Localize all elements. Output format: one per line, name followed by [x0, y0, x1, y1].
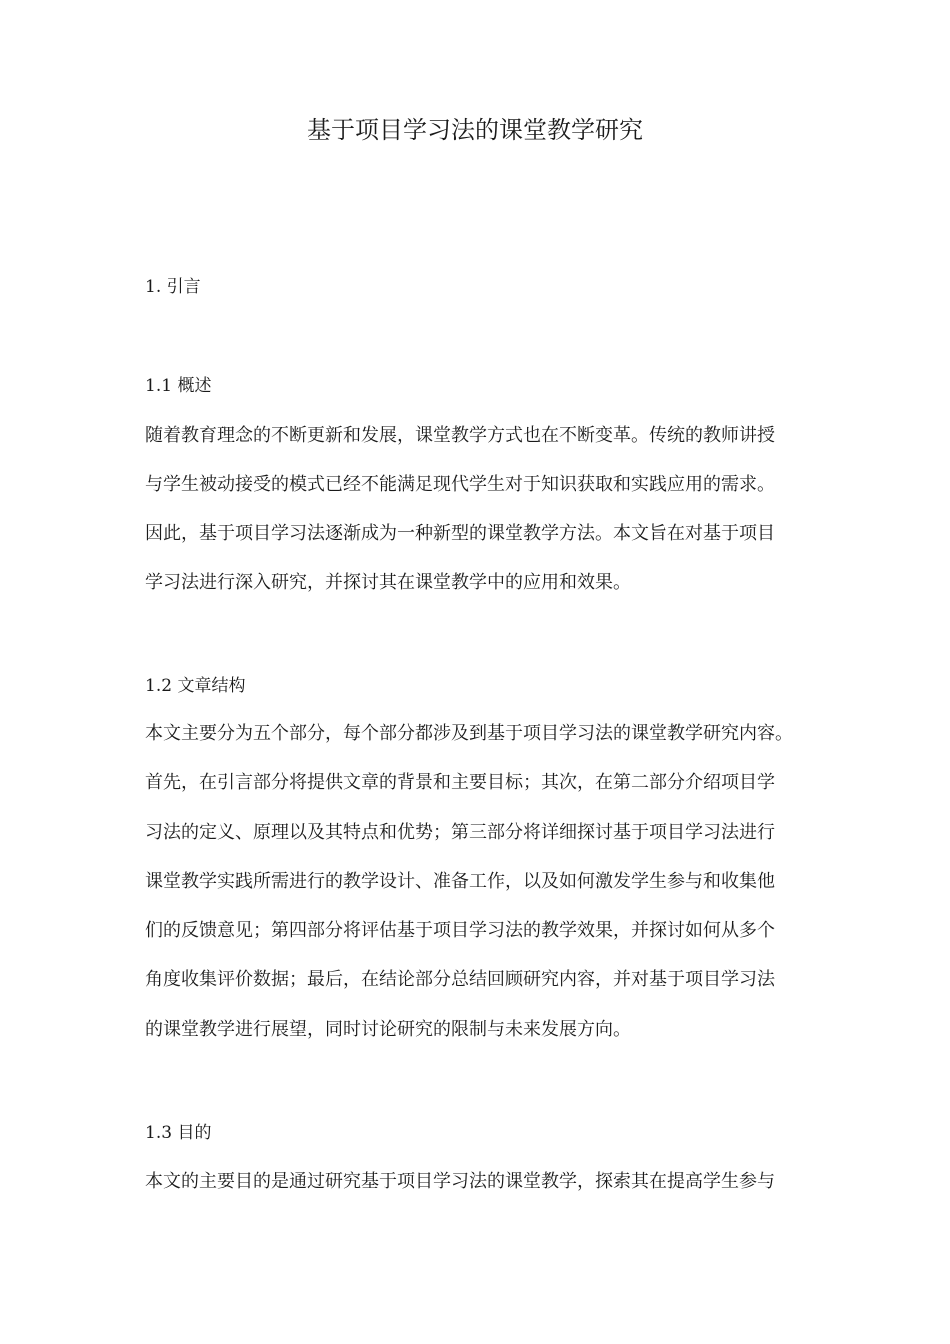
paragraph-line: 角度收集评价数据；最后，在结论部分总结回顾研究内容，并对基于项目学习法: [145, 969, 775, 990]
paragraph-line: 随着教育理念的不断更新和发展，课堂教学方式也在不断变革。传统的教师讲授: [145, 425, 775, 446]
paragraph-line: 与学生被动接受的模式已经不能满足现代学生对于知识获取和实践应用的需求。: [145, 474, 775, 495]
paragraph-line: 学习法进行深入研究，并探讨其在课堂教学中的应用和效果。: [145, 572, 631, 593]
paragraph-line: 课堂教学实践所需进行的教学设计、准备工作，以及如何激发学生参与和收集他: [145, 871, 775, 892]
paragraph-line: 因此，基于项目学习法逐渐成为一种新型的课堂教学方法。本文旨在对基于项目: [145, 523, 775, 544]
paragraph-line: 的课堂教学进行展望，同时讨论研究的限制与未来发展方向。: [145, 1019, 631, 1040]
section-heading-purpose: 1.3 目的: [145, 1123, 212, 1143]
section-heading-structure: 1.2 文章结构: [145, 676, 246, 696]
paragraph-line: 本文主要分为五个部分，每个部分都涉及到基于项目学习法的课堂教学研究内容。: [145, 723, 793, 744]
section-heading-overview: 1.1 概述: [145, 376, 212, 396]
paragraph-line: 首先，在引言部分将提供文章的背景和主要目标；其次，在第二部分介绍项目学: [145, 772, 775, 793]
paragraph-line: 本文的主要目的是通过研究基于项目学习法的课堂教学，探索其在提高学生参与: [145, 1171, 775, 1192]
section-heading-intro: 1. 引言: [145, 277, 201, 297]
paragraph-line: 们的反馈意见；第四部分将评估基于项目学习法的教学效果，并探讨如何从多个: [145, 920, 775, 941]
paragraph-line: 习法的定义、原理以及其特点和优势；第三部分将详细探讨基于项目学习法进行: [145, 822, 775, 843]
document-title: 基于项目学习法的课堂教学研究: [307, 116, 643, 144]
